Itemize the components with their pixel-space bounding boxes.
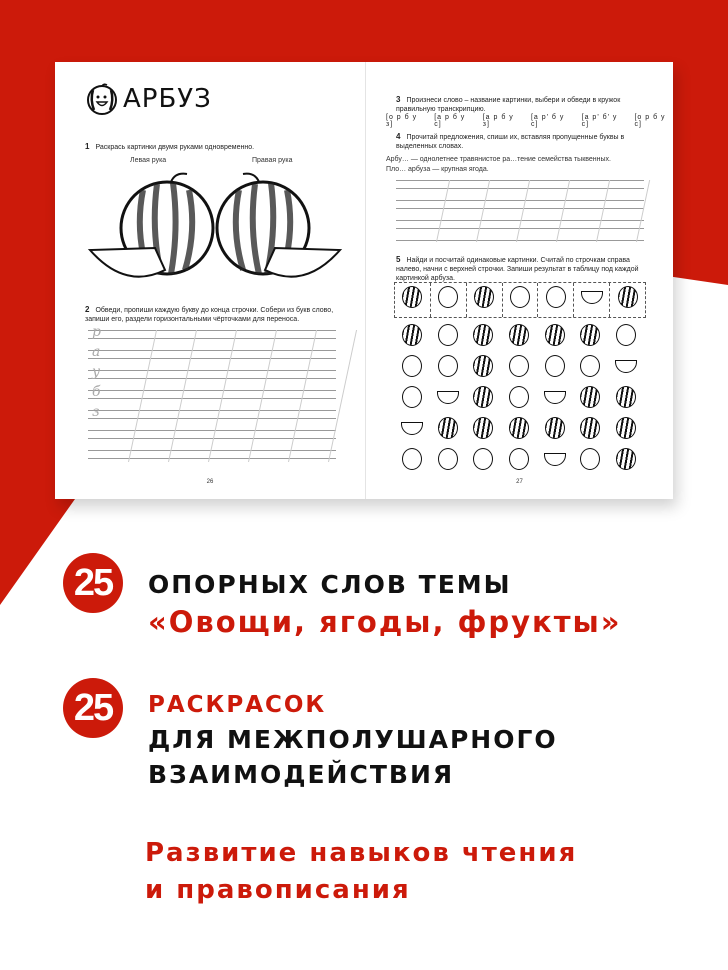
transcription-option[interactable]: [о р б у з] [386, 114, 418, 128]
page-number: 26 [206, 479, 214, 485]
watermelon-oval-face-icon [545, 355, 565, 377]
watermelon-slice-icon [581, 291, 603, 304]
watermelon-tilted-icon [580, 386, 600, 408]
watermelon-tilted-icon [473, 386, 493, 408]
task-text: Прочитай предложения, спиши их, вставляя пропущенные буквы в выделенных словах. [396, 134, 625, 150]
watermelon-leafy-icon [474, 286, 494, 308]
cursive-letter: б [92, 384, 101, 400]
watermelon-left-icon [90, 174, 213, 277]
transcription-option[interactable]: [а р б у з] [482, 114, 514, 128]
watermelon-flower-icon [438, 448, 458, 470]
watermelon-picture-grid [394, 324, 644, 470]
transcription-option[interactable]: [а р' б у с] [530, 114, 565, 128]
watermelon-leafy-icon [473, 355, 493, 377]
cursive-letter: р [92, 324, 101, 340]
watermelon-face-icon [402, 355, 422, 377]
watermelon-flower-icon [438, 355, 458, 377]
label-left-hand: Левая рука [130, 157, 167, 164]
transcription-option[interactable]: [а р' б' у с] [581, 114, 618, 128]
watermelon-slice-icon [544, 391, 566, 404]
watermelon-flower-icon [509, 386, 529, 408]
page-title: АРБУЗ [123, 84, 212, 114]
label-right-hand: Правая рука [252, 157, 293, 164]
answer-table [394, 282, 646, 318]
watermelon-oval-face-icon [546, 286, 566, 308]
watermelon-tilted-icon [473, 417, 493, 439]
cursive-letter: з [92, 404, 100, 420]
task-number: 4 [396, 132, 401, 141]
answer-cell[interactable] [431, 283, 467, 317]
watermelon-leafy-icon [545, 417, 565, 439]
answer-cell[interactable] [395, 283, 431, 317]
watermelon-slice-icon [615, 360, 637, 373]
watermelon-slice-icon [401, 422, 423, 435]
watermelon-leafy-icon [438, 417, 458, 439]
watermelon-face-icon [580, 355, 600, 377]
task-text: Найди и посчитай одинаковые картинки. Считай по строчкам справа налево, начни с верхней строчки. Запиши результат в таблицу под каждой картинкой арбуза. [396, 257, 639, 282]
answer-cell[interactable] [467, 283, 503, 317]
task-text: Обведи, пропиши каждую букву до конца строчки. Собери из букв слово, запиши его, раздели горизонтальными чёрточками для переноса. [85, 307, 334, 323]
task-number: 2 [85, 305, 90, 314]
cursive-letter: у [92, 364, 101, 380]
watermelon-striped-icon [545, 324, 565, 346]
watermelon-oval-face-icon [616, 324, 636, 346]
watermelon-striped-icon [580, 324, 600, 346]
answer-cell[interactable] [574, 283, 610, 317]
transcription-option[interactable]: [а р б у с] [434, 114, 466, 128]
watermelon-face-icon [85, 82, 119, 116]
feature-2-line-3: ВЗАИМОДЕЙСТВИЯ [148, 760, 455, 789]
tagline-line-2: и правописания [145, 875, 411, 905]
feature-1-line-1: ОПОРНЫХ СЛОВ ТЕМЫ [148, 570, 512, 599]
watermelon-tilted-icon [616, 417, 636, 439]
watermelon-face-icon [438, 286, 458, 308]
task-5 [396, 255, 646, 283]
task-number: 3 [396, 95, 401, 104]
watermelon-oval-face-icon [402, 386, 422, 408]
page-right [366, 62, 673, 499]
watermelon-tilted-icon [616, 448, 636, 470]
workbook-spread [55, 62, 673, 499]
sentence-2: Пло… арбуза — крупная ягода. [386, 166, 489, 173]
count-badge: 25 [63, 678, 123, 738]
feature-2-line-2: ДЛЯ МЕЖПОЛУШАРНОГО [148, 725, 558, 754]
task-number: 5 [396, 255, 401, 264]
watermelon-slice-icon [437, 391, 459, 404]
watermelon-striped-icon [509, 417, 529, 439]
cursive-letter: а [92, 344, 101, 360]
feature-2-line-1: РАСКРАСОК [148, 692, 327, 718]
count-badge: 25 [63, 553, 123, 613]
watermelon-face-icon [438, 324, 458, 346]
watermelon-oval-face-icon [580, 448, 600, 470]
watermelon-striped-icon [580, 417, 600, 439]
handwriting-lines [88, 324, 336, 462]
task-1 [85, 142, 345, 152]
watermelon-leafy-icon [509, 324, 529, 346]
watermelon-oval-face-icon [473, 448, 493, 470]
task-text: Раскрась картинки двумя руками одновременно. [95, 144, 255, 151]
writing-lines [396, 180, 644, 242]
answer-cell[interactable] [538, 283, 574, 317]
watermelon-face-icon [402, 448, 422, 470]
watermelon-striped-icon [473, 324, 493, 346]
title-block [85, 82, 212, 116]
watermelon-slice-icon [544, 453, 566, 466]
feature-1-line-2: «Овощи, ягоды, фрукты» [148, 605, 622, 639]
sentence-1: Арбу… — однолетнее травянистое ра…тение семейства тыквенных. [386, 156, 611, 163]
tagline-line-1: Развитие навыков чтения [145, 838, 578, 868]
task-3 [396, 95, 646, 114]
task-2 [85, 305, 345, 324]
answer-cell[interactable] [610, 283, 645, 317]
watermelon-flower-icon [509, 448, 529, 470]
watermelon-striped-icon [402, 324, 422, 346]
transcription-options [386, 114, 673, 128]
watermelon-striped-icon [402, 286, 422, 308]
page-left [55, 62, 366, 499]
task-4 [396, 132, 646, 151]
watermelon-leafy-icon [616, 386, 636, 408]
task-text: Произнеси слово – название картинки, выбери и обведи в кружок правильную транскрипцию. [396, 97, 621, 113]
watermelon-flower-icon [509, 355, 529, 377]
page-number: 27 [516, 479, 523, 485]
watermelon-flower-icon [510, 286, 530, 308]
watermelon-tilted-icon [618, 286, 638, 308]
answer-cell[interactable] [503, 283, 539, 317]
transcription-option[interactable]: [о р б у с] [634, 114, 666, 128]
watermelon-coloring-illustrations [85, 170, 345, 300]
task-number: 1 [85, 142, 90, 151]
watermelon-right-icon [217, 174, 340, 277]
